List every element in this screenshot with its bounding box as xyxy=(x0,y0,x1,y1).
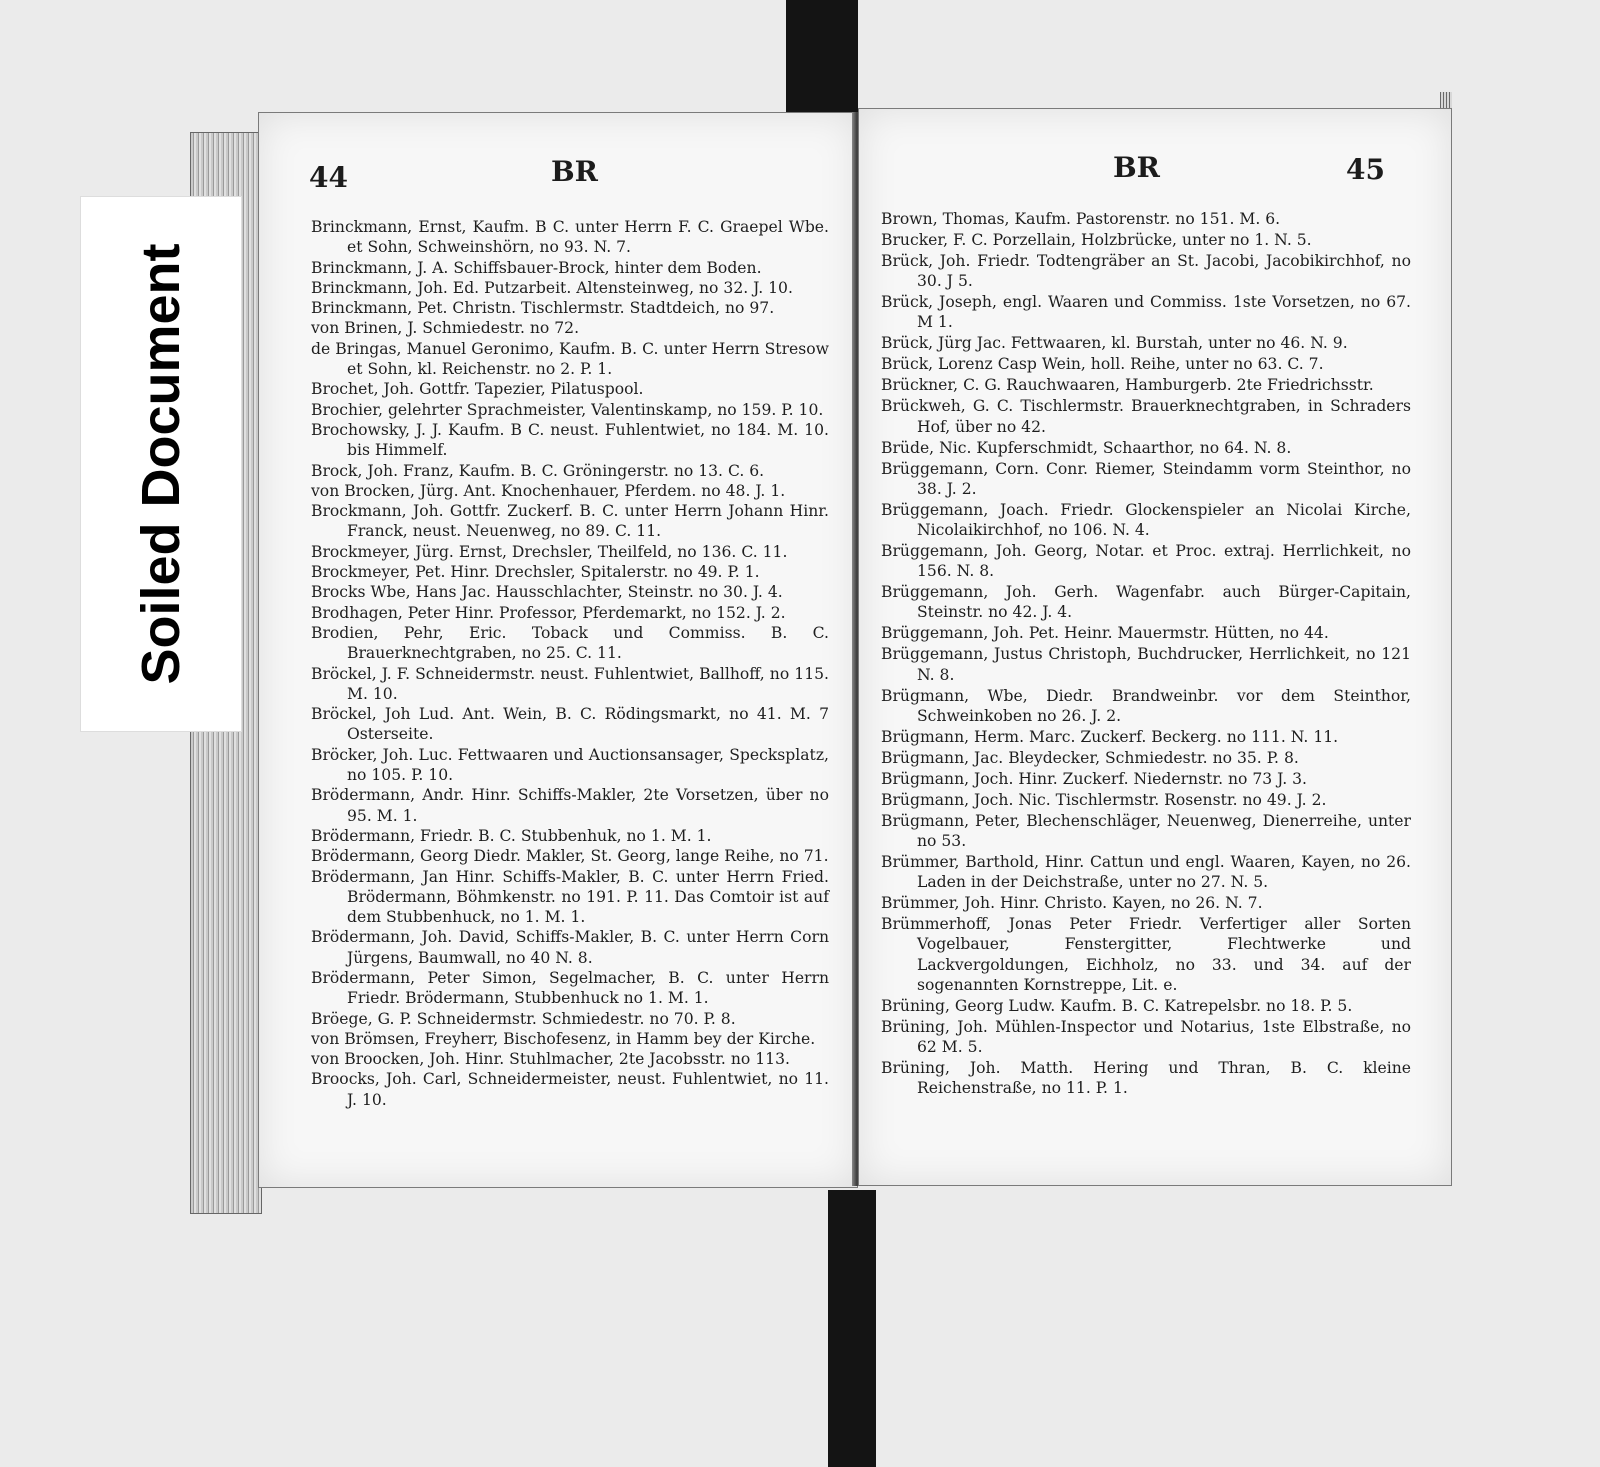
page-number: 44 xyxy=(309,161,348,194)
directory-entry: Brödermann, Peter Simon, Segelmacher, B. C. unter Herrn Friedr. Brödermann, Stubbenhuck no 1. M. 1. xyxy=(311,968,829,1008)
directory-entry: Brüde, Nic. Kupferschmidt, Schaarthor, no 64. N. 8. xyxy=(881,438,1292,457)
directory-entry: Bröege, G. P. Schneidermstr. Schmiedestr. no 70. P. 8. xyxy=(311,1009,736,1028)
directory-entry: von Brocken, Jürg. Ant. Knochenhauer, Pferdem. no 48. J. 1. xyxy=(311,481,786,500)
directory-entry: Brüggemann, Justus Christoph, Buchdrucker, Herrlichkeit, no 121 N. 8. xyxy=(881,645,1411,684)
directory-entry: Bröckel, Joh Lud. Ant. Wein, B. C. Rödingsmarkt, no 41. M. 7 Osterseite. xyxy=(311,705,829,744)
directory-entry: Brinckmann, Ernst, Kaufm. B C. unter Herrn F. C. Graepel Wbe. et Sohn, Schweinshörn, no 93. N. 7. xyxy=(311,218,829,257)
directory-entry: Brodien, Pehr, Eric. Toback und Commiss. B. C. Brauerknechtgraben, no 25. C. 11. xyxy=(311,623,829,663)
directory-entry: Brügmann, Peter, Blechenschläger, Neuenweg, Dienerreihe, unter no 53. xyxy=(881,811,1411,851)
directory-entry: von Broocken, Joh. Hinr. Stuhlmacher, 2te Jacobsstr. no 113. xyxy=(311,1050,790,1069)
directory-entry: Broocks, Joh. Carl, Schneidermeister, neust. Fuhlentwiet, no 11. J. 10. xyxy=(311,1070,829,1109)
directory-entry: Brümmer, Barthold, Hinr. Cattun und engl. Waaren, Kayen, no 26. Laden in der Deichstraße, unter no 27. N. 5. xyxy=(881,853,1411,892)
directory-entry: Brödermann, Joh. David, Schiffs-Makler, B. C. unter Herrn Corn Jürgens, Baumwall, no 40 N. 8. xyxy=(311,928,829,967)
directory-entry: Brügmann, Joch. Hinr. Zuckerf. Niedernstr. no 73 J. 3. xyxy=(881,769,1308,788)
directory-entry: Brüggemann, Joh. Georg, Notar. et Proc. extraj. Herrlichkeit, no 156. N. 8. xyxy=(881,542,1411,581)
right-page xyxy=(858,108,1452,1186)
directory-entry: Brügmann, Joch. Nic. Tischlermstr. Rosenstr. no 49. J. 2. xyxy=(881,790,1327,809)
running-head: BR xyxy=(1113,151,1160,184)
directory-entries xyxy=(881,209,1411,1099)
directory-entry: Brück, Jürg Jac. Fettwaaren, kl. Burstah, unter no 46. N. 9. xyxy=(881,334,1348,353)
directory-entry: Brümmer, Joh. Hinr. Christo. Kayen, no 26. N. 7. xyxy=(881,894,1263,913)
running-head: BR xyxy=(551,155,598,188)
left-page xyxy=(258,112,858,1188)
directory-entry: Brucker, F. C. Porzellain, Holzbrücke, unter no 1. N. 5. xyxy=(881,231,1312,249)
directory-entry: Brüggemann, Joach. Friedr. Glockenspieler an Nicolai Kirche, Nicolaikirchhof, no 106. N. 4. xyxy=(881,500,1411,540)
directory-entry: Brockmeyer, Jürg. Ernst, Drechsler, Theilfeld, no 136. C. 11. xyxy=(311,542,788,561)
directory-entry: Brochier, gelehrter Sprachmeister, Valentinskamp, no 159. P. 10. xyxy=(311,400,824,419)
directory-entries xyxy=(311,217,829,1110)
directory-entry: Brück, Joh. Friedr. Todtengräber an St. Jacobi, Jacobikirchhof, no 30. J 5. xyxy=(881,252,1411,291)
soiled-document-label-text: Soiled Document xyxy=(131,243,191,685)
directory-entry: Brochet, Joh. Gottfr. Tapezier, Pilatuspool. xyxy=(311,380,644,399)
directory-entry: Brock, Joh. Franz, Kaufm. B. C. Gröningerstr. no 13. C. 6. xyxy=(311,461,765,480)
directory-entry: Brüning, Georg Ludw. Kaufm. B. C. Katrepelsbr. no 18. P. 5. xyxy=(881,996,1353,1015)
directory-entry: Brückweh, G. C. Tischlermstr. Brauerknechtgraben, in Schraders Hof, über no 42. xyxy=(881,397,1411,436)
directory-entry: Brüggemann, Joh. Pet. Heinr. Mauermstr. Hütten, no 44. xyxy=(881,624,1329,643)
directory-entry: Brüning, Joh. Mühlen-Inspector und Notarius, 1ste Elbstraße, no 62 M. 5. xyxy=(881,1017,1411,1057)
directory-entry: Brück, Joseph, engl. Waaren und Commiss. 1ste Vorsetzen, no 67. M 1. xyxy=(881,293,1411,332)
directory-entry: von Brinen, J. Schmiedestr. no 72. xyxy=(311,319,580,338)
directory-entry: Brockmeyer, Pet. Hinr. Drechsler, Spitalerstr. no 49. P. 1. xyxy=(311,563,760,582)
directory-entry: Brüning, Joh. Matth. Hering und Thran, B. C. kleine Reichenstraße, no 11. P. 1. xyxy=(881,1059,1411,1098)
directory-entry: Brümmerhoff, Jonas Peter Friedr. Verfertiger aller Sorten Vogelbauer, Fenstergitter, Flechtwerke und Lackvergoldungen, Eichholz, no 33. und 34. auf der sogenannten Kornstreppe, Lit. e. xyxy=(881,915,1411,994)
directory-entry: Bröckel, J. F. Schneidermstr. neust. Fuhlentwiet, Ballhoff, no 115. M. 10. xyxy=(311,664,829,703)
directory-entry: Brück, Lorenz Casp Wein, holl. Reihe, unter no 63. C. 7. xyxy=(881,355,1324,374)
directory-entry: Brügmann, Jac. Bleydecker, Schmiedestr. no 35. P. 8. xyxy=(881,748,1299,767)
directory-entry: Brügmann, Herm. Marc. Zuckerf. Beckerg. no 111. N. 11. xyxy=(881,727,1339,746)
directory-entry: Bröcker, Joh. Luc. Fettwaaren und Auctionsansager, Specksplatz, no 105. P. 10. xyxy=(311,745,829,785)
directory-entry: Brügmann, Wbe, Diedr. Brandweinbr. vor dem Steinthor, Schweinkoben no 26. J. 2. xyxy=(881,686,1411,725)
directory-entry: Brinckmann, J. A. Schiffsbauer-Brock, hinter dem Boden. xyxy=(311,258,762,277)
directory-entry: Brödermann, Friedr. B. C. Stubbenhuk, no 1. M. 1. xyxy=(311,826,712,845)
directory-entry: Brüggemann, Corn. Conr. Riemer, Steindamm vorm Steinthor, no 38. J. 2. xyxy=(881,459,1411,498)
directory-entry: Brödermann, Andr. Hinr. Schiffs-Makler, 2te Vorsetzen, über no 95. M. 1. xyxy=(311,786,829,825)
directory-entry: Brückner, C. G. Rauchwaaren, Hamburgerb. 2te Friedrichsstr. xyxy=(881,376,1374,395)
directory-entry: de Bringas, Manuel Geronimo, Kaufm. B. C. unter Herrn Stresow et Sohn, kl. Reichenstr. no 2. P. 1. xyxy=(311,339,829,379)
directory-entry: Brochowsky, J. J. Kaufm. B C. neust. Fuhlentwiet, no 184. M. 10. bis Himmelf. xyxy=(311,420,829,460)
directory-entry: Brown, Thomas, Kaufm. Pastorenstr. no 151. M. 6. xyxy=(881,210,1281,228)
soiled-document-label xyxy=(80,196,242,732)
directory-entry: Brinckmann, Pet. Christn. Tischlermstr. Stadtdeich, no 97. xyxy=(311,299,775,318)
directory-entry: Brüggemann, Joh. Gerh. Wagenfabr. auch Bürger-Capitain, Steinstr. no 42. J. 4. xyxy=(881,583,1411,622)
directory-entry: Brödermann, Jan Hinr. Schiffs-Makler, B. C. unter Herrn Fried. Brödermann, Böhmkenstr. no 191. P. 11. Das Comtoir ist auf dem Stubbenhuck, no 1. M. 1. xyxy=(311,867,829,927)
directory-entry: Brödermann, Georg Diedr. Makler, St. Georg, lange Reihe, no 71. xyxy=(311,847,829,866)
directory-entry: Brockmann, Joh. Gottfr. Zuckerf. B. C. unter Herrn Johann Hinr. Franck, neust. Neuenweg, no 89. C. 11. xyxy=(311,502,829,541)
page-number: 45 xyxy=(1346,153,1385,186)
directory-entry: Brinckmann, Joh. Ed. Putzarbeit. Altensteinweg, no 32. J. 10. xyxy=(311,278,793,297)
bookmark-ribbon-top xyxy=(786,0,858,112)
directory-entry: Brodhagen, Peter Hinr. Professor, Pferdemarkt, no 152. J. 2. xyxy=(311,603,786,622)
directory-entry: Brocks Wbe, Hans Jac. Hausschlachter, Steinstr. no 30. J. 4. xyxy=(311,583,783,602)
bookmark-ribbon-bottom xyxy=(828,1190,876,1467)
directory-entry: von Brömsen, Freyherr, Bischofesenz, in Hamm bey der Kirche. xyxy=(311,1029,816,1048)
